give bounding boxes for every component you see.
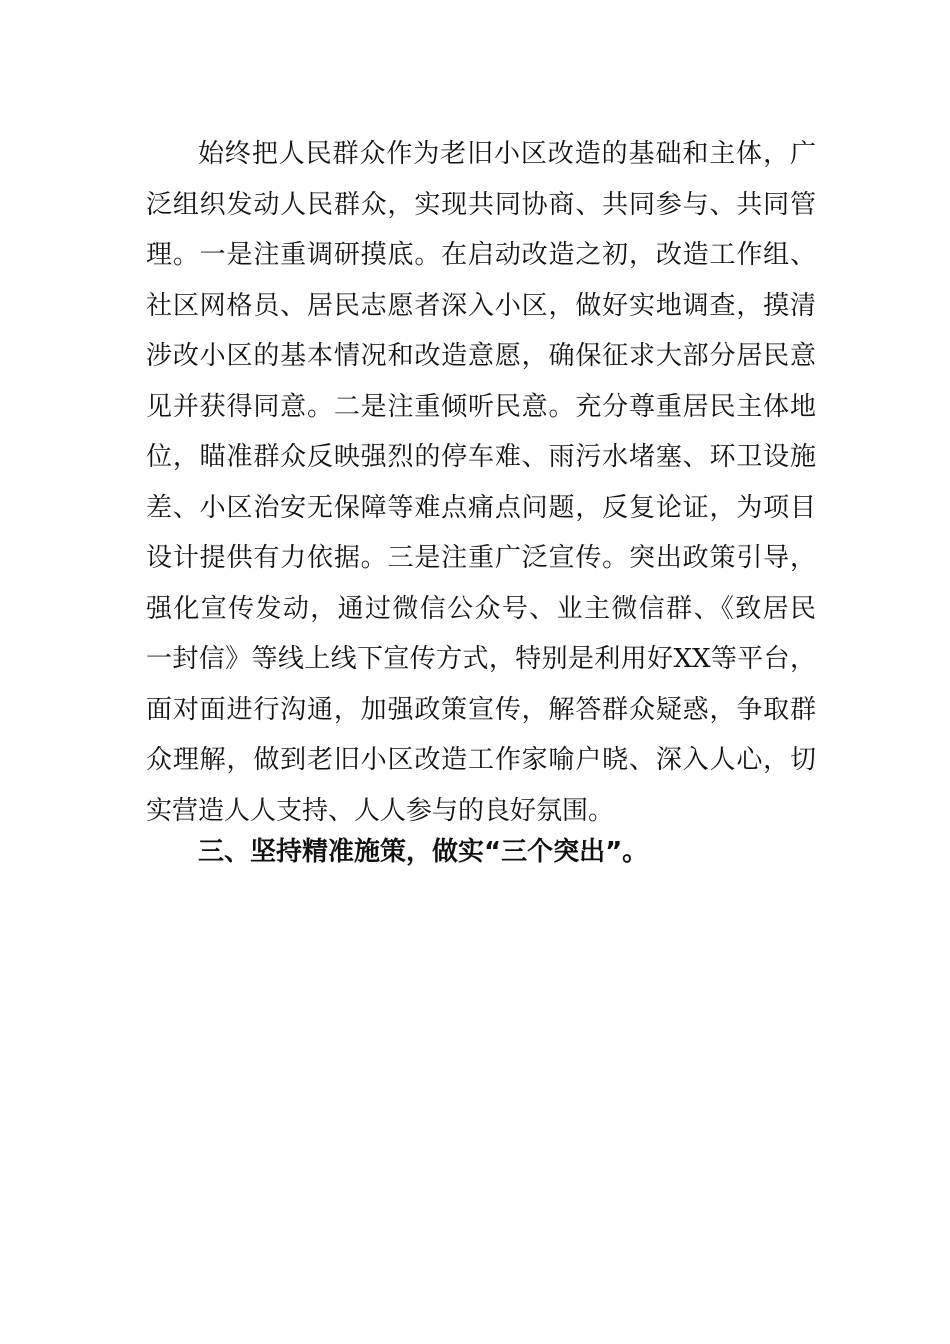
paragraph-line: 一封信》等线上线下宣传方式，特别是利用好XX等平台， bbox=[146, 644, 816, 674]
paragraph-line: 差、小区治安无保障等难点痛点问题，反复论证，为项目 bbox=[146, 492, 816, 523]
paragraph-line: 实营造人人支持、人人参与的良好氛围。 bbox=[146, 795, 615, 826]
section-heading: 三、坚持精准施策，做实“三个突出”。 bbox=[198, 837, 649, 867]
paragraph-line: 理。一是注重调研摸底。在启动改造之初，改造工作组、 bbox=[146, 240, 816, 270]
paragraph-line: 位，瞄准群众反映强烈的停车难、雨污水堵塞、环卫设施 bbox=[146, 442, 816, 472]
paragraph-line: 社区网格员、居民志愿者深入小区，做好实地调查，摸清 bbox=[146, 290, 816, 321]
paragraph-line: 泛组织发动人民群众，实现共同协商、共同参与、共同管 bbox=[146, 189, 816, 220]
body-paragraph bbox=[146, 129, 816, 836]
paragraph-line: 设计提供有力依据。三是注重广泛宣传。突出政策引导， bbox=[146, 543, 816, 573]
paragraph-line: 面对面进行沟通，加强政策宣传，解答群众疑惑，争取群 bbox=[146, 694, 816, 725]
paragraph-line: 众理解，做到老旧小区改造工作家喻户晓、深入人心，切 bbox=[146, 745, 816, 775]
paragraph-line: 见并获得同意。二是注重倾听民意。充分尊重居民主体地 bbox=[146, 391, 816, 422]
paragraph-line: 强化宣传发动，通过微信公众号、业主微信群、《致居民 bbox=[146, 593, 816, 624]
paragraph-line: 始终把人民群众作为老旧小区改造的基础和主体，广 bbox=[198, 139, 816, 169]
paragraph-line: 涉改小区的基本情况和改造意愿，确保征求大部分居民意 bbox=[146, 341, 816, 371]
